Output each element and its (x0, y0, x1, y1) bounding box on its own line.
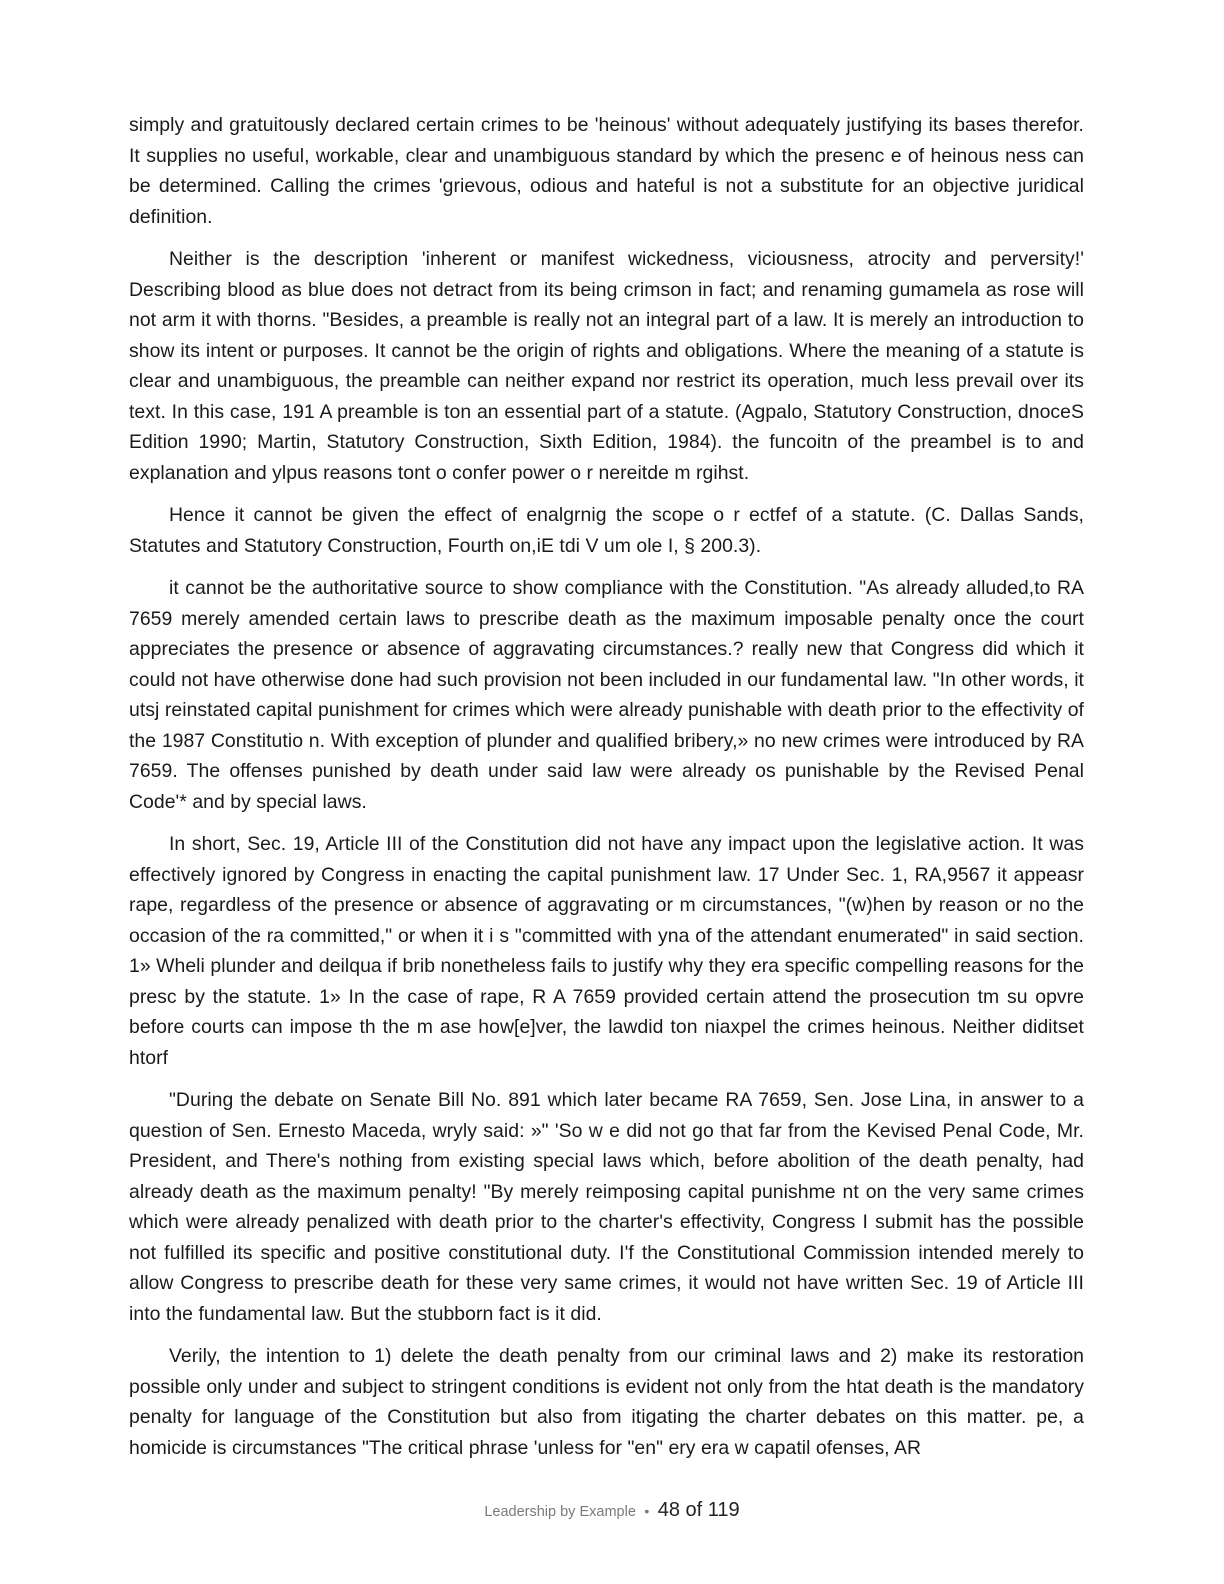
paragraph-1: simply and gratuitously declared certain crimes to be 'heinous' without adequately justifying its bases therefor. It supplies no useful, workable, clear and unambiguous standard by which the presenc e of heinous ness can be determined. Calling the crimes 'grievous, odious and hateful is not a substitute for an objective juridical definition. (129, 114, 1084, 228)
paragraph-4: it cannot be the authoritative source to show compliance with the Constitution. "As already alluded,to RA 7659 merely amended certain laws to prescribe death as the maximum imposable penalty once the court appreciates the presence or absence of aggravating circumstances.? really new that Congress did which it could not have otherwise done had such provision not been included in our fundamental law. "In other words, it utsj reinstated capital punishment for crimes which were already punishable with death prior to the effectivity of the 1987 Constitutio n. With exception of plunder and qualified bribery,» no new crimes were introduced by RA 7659. The offenses punished by death under said law were already os punishable by the Revised Penal Code'* and by special laws. (129, 577, 1084, 813)
paragraph-2: Neither is the description 'inherent or manifest wickedness, viciousness, atrocity and perversity!' Describing blood as blue does not detract from its being crimson in fact; and renaming gumamela as rose will not arm it with thorns. "Besides, a preamble is really not an integral part of a law. It is merely an introduction to show its intent or purposes. It cannot be the origin of rights and obligations. Where the meaning of a statute is clear and unambiguous, the preamble can neither expand nor restrict its operation, much less prevail over its text. In this case, 191 A preamble is ton an essential part of a statute. (Agpalo, Statutory Construction, dnoceS Edition 1990; Martin, Statutory Construction, Sixth Edition, 1984). the funcoitn of the preambel is to and explanation and ylpus reasons tont o confer power o r nereitde m rgihst. (129, 248, 1084, 484)
paragraph-7: Verily, the intention to 1) delete the death penalty from our criminal laws and 2) make its restoration possible only under and subject to stringent conditions is evident not only from the htat death is the mandatory penalty for language of the Constitution but also from itigating the charter debates on this matter. pe, a homicide is circumstances "The critical phrase 'unless for "en" ery era w capatil ofenses, AR (129, 1345, 1084, 1459)
paragraph-5: In short, Sec. 19, Article III of the Constitution did not have any impact upon the legislative action. It was effectively ignored by Congress in enacting the capital punishment law. 17 Under Sec. 1, RA,9567 it appeasr rape, regardless of the presence or absence of aggravating or m circumstances, "(w)hen by reason or no the occasion of the ra committed," or when it i s "committed with yna of the attendant enumerated" in said section. 1» Wheli plunder and deilqua if brib nonetheless fails to justify why they era specific compelling reasons for the presc by the statute. 1» In the case of rape, R A 7659 provided certain attend the prosecution tm su opvre before courts can impose th the m ase how[e]ver, the lawdid ton niaxpel the crimes heinous. Neither diditset htorf (129, 833, 1084, 1069)
footer-title: Leadership by Example (484, 1504, 636, 1520)
page-footer (0, 1499, 1224, 1522)
paragraph-6: "During the debate on Senate Bill No. 891 which later became RA 7659, Sen. Jose Lina, in answer to a question of Sen. Ernesto Maceda, wryly said: »" 'So w e did not go that far from the Kevised Penal Code, Mr. President, and There's nothing from existing special laws which, before abolition of the death penalty, had already death as the maximum penalty! "By merely reimposing capital punishme nt on the very same crimes which were already penalized with death prior to the charter's effectivity, Congress I submit has the possible not fulfilled its specific and positive constitutional duty. I'f the Constitutional Commission intended merely to allow Congress to prescribe death for these very same crimes, it would not have written Sec. 19 of Article III into the fundamental law. But the stubborn fact is it did. (129, 1089, 1084, 1325)
paragraph-3: Hence it cannot be given the effect of enalgrnig the scope o r ectfef of a statute. (C. Dallas Sands, Statutes and Statutory Construction, Fourth on,iE tdi V um ole I, § 200.3). (129, 504, 1084, 557)
footer-separator: • (644, 1503, 650, 1519)
document-body (129, 110, 1084, 1475)
page-number: 48 of 119 (657, 1499, 740, 1521)
